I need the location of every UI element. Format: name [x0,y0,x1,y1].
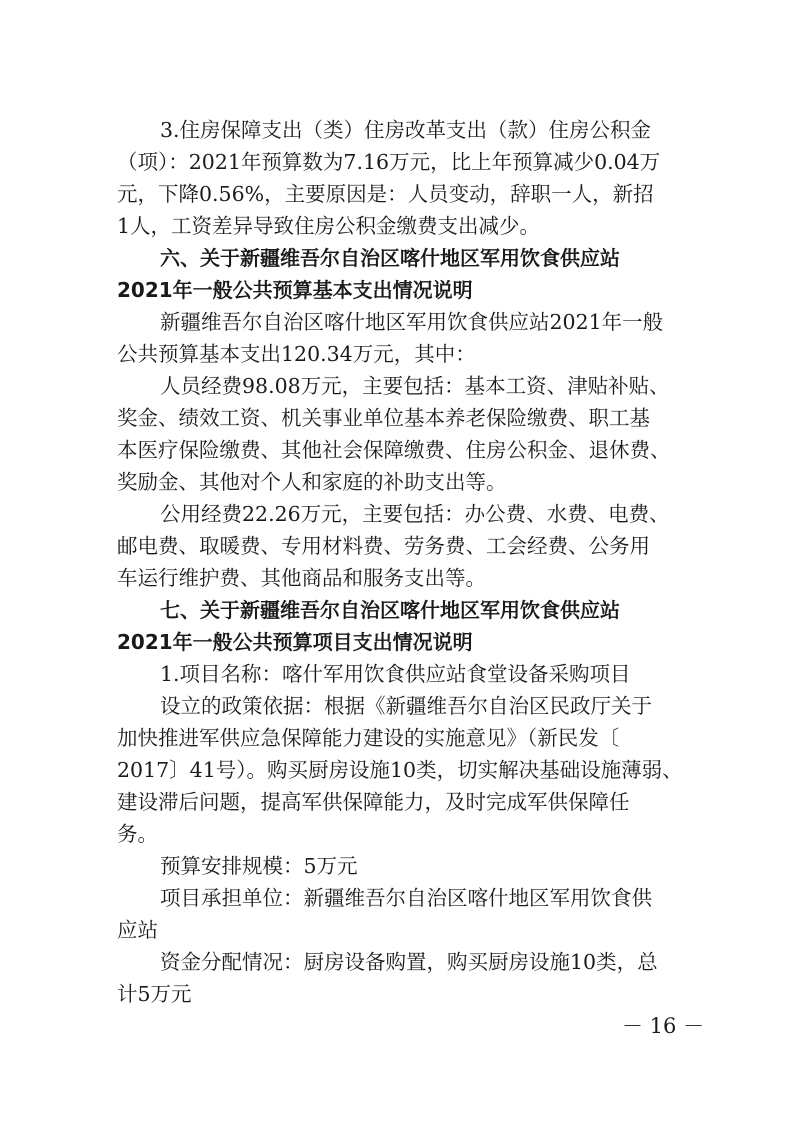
section-heading: 2021年一般公共预算项目支出情况说明 [117,630,473,654]
paragraph-line: 资金分配情况：厨房设备购置，购买厨房设施10类，总 [160,950,658,974]
section-heading: 2021年一般公共预算基本支出情况说明 [117,278,473,302]
section-heading: 七、关于新疆维吾尔自治区喀什地区军用饮食供应站 [160,598,620,622]
paragraph-line: 务。 [117,822,158,846]
paragraph-line: 元，下降0.56%，主要原因是：人员变动，辞职一人，新招 [117,182,654,206]
paragraph-line: 2017〕41号）。购买厨房设施10类，切实解决基础设施薄弱、 [117,758,683,782]
paragraph-line: 邮电费、取暖费、专用材料费、劳务费、工会经费、公务用 [117,534,650,558]
paragraph-line: 公共预算基本支出120.34万元，其中： [117,342,476,366]
paragraph-line: 新疆维吾尔自治区喀什地区军用饮食供应站2021年一般 [160,310,664,334]
paragraph-line: 奖励金、其他对个人和家庭的补助支出等。 [117,470,507,494]
paragraph-line: 1人，工资差异导致住房公积金缴费支出减少。 [117,214,541,238]
section-heading: 六、关于新疆维吾尔自治区喀什地区军用饮食供应站 [160,246,620,270]
paragraph-line: 预算安排规模：5万元 [160,854,358,878]
page-number: － 16 － [622,1014,705,1038]
paragraph-line: 车运行维护费、其他商品和服务支出等。 [117,566,486,590]
paragraph-line: 加快推进军供应急保障能力建设的实施意见》（新民发〔 [117,726,620,750]
paragraph-line: 设立的政策依据：根据《新疆维吾尔自治区民政厅关于 [160,694,652,718]
paragraph-line: 人员经费98.08万元，主要包括：基本工资、津贴补贴、 [160,374,670,398]
paragraph-line: 本医疗保险缴费、其他社会保障缴费、住房公积金、退休费、 [117,438,671,462]
paragraph-line: 建设滞后问题，提高军供保障能力，及时完成军供保障任 [117,790,630,814]
paragraph-line: （项）：2021年预算数为7.16万元，比上年预算减少0.04万 [117,150,661,174]
paragraph-line: 1.项目名称：喀什军用饮食供应站食堂设备采购项目 [160,662,631,686]
paragraph-line: 奖金、绩效工资、机关事业单位基本养老保险缴费、职工基 [117,406,650,430]
paragraph-line: 公用经费22.26万元，主要包括：办公费、水费、电费、 [160,502,670,526]
paragraph-line: 应站 [117,918,158,942]
paragraph-line: 计5万元 [117,982,192,1006]
paragraph-line: 3.住房保障支出（类）住房改革支出（款）住房公积金 [160,118,652,142]
paragraph-line: 项目承担单位：新疆维吾尔自治区喀什地区军用饮食供 [160,886,652,910]
